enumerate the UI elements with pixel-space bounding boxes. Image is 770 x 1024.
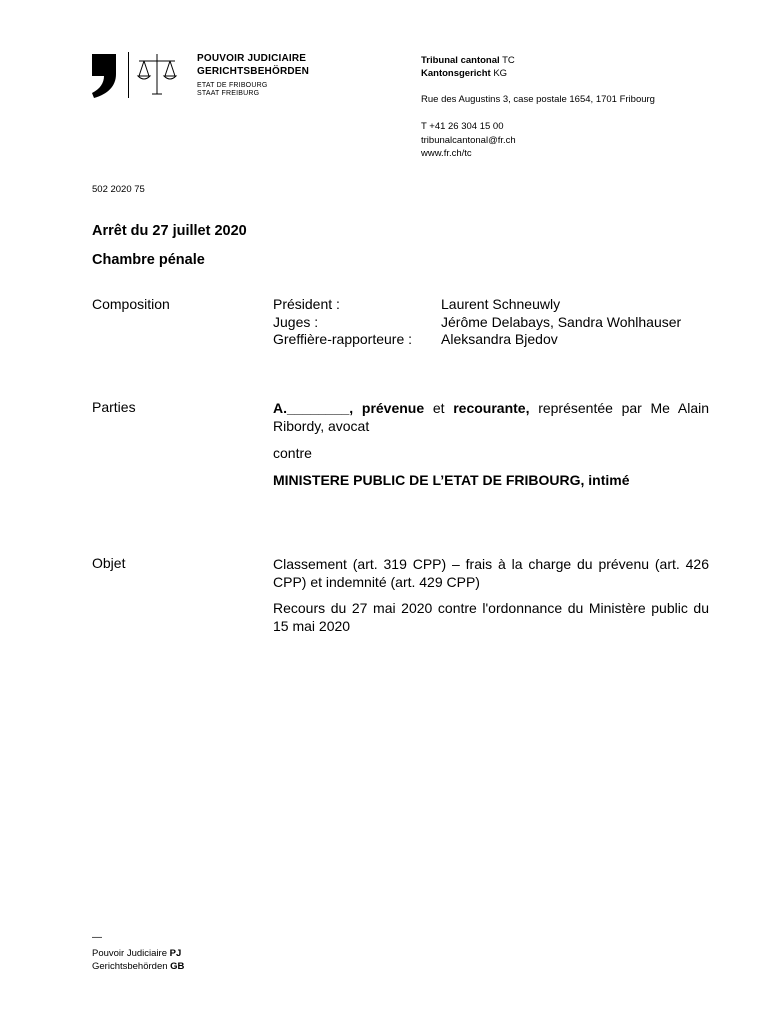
parties-label: Parties — [92, 399, 136, 415]
organization-name: POUVOIR JUDICIAIRE GERICHTSBEHÖRDEN — [197, 53, 310, 77]
objet-subject: Classement (art. 319 CPP) – frais à la charge du prévenu (art. 426 CPP) et indemnité (art. 429 CPP) — [273, 556, 709, 590]
logo-divider — [128, 52, 129, 98]
justice-scales-icon — [136, 52, 178, 98]
chamber-title: Chambre pénale — [92, 252, 205, 268]
court-name-block: Tribunal cantonal TC Kantonsgericht KG — [421, 55, 515, 79]
composition-names: Laurent Schneuwly Jérôme Delabays, Sandra Wohlhauser Aleksandra Bjedov — [441, 296, 682, 347]
objet-appeal: Recours du 27 mai 2020 contre l'ordonnance du Ministère public du 15 mai 2020 — [273, 600, 709, 634]
court-address: Rue des Augustins 3, case postale 1654, 1701 Fribourg — [421, 94, 655, 105]
versus-text: contre — [273, 445, 312, 461]
composition-label: Composition — [92, 296, 170, 312]
party-appellant: A.________, prévenue et recourante, représentée par Me Alain Ribordy, avocat — [273, 400, 710, 434]
fribourg-comma-logo-icon — [90, 52, 120, 98]
court-contact — [421, 120, 516, 161]
composition-roles: Président : Juges : Greffière-rapporteure : — [273, 296, 413, 347]
phone: T +41 26 304 15 00 — [421, 121, 504, 132]
state-name: ETAT DE FRIBOURG STAAT FREIBURG — [197, 82, 268, 97]
judgment-title: Arrêt du 27 juillet 2020 — [92, 223, 247, 239]
objet-label: Objet — [92, 555, 126, 571]
footer: Pouvoir Judiciaire PJ Gerichtsbehörden GB — [92, 948, 185, 972]
footer-dash: — — [92, 932, 102, 943]
case-reference: 502 2020 75 — [92, 184, 145, 195]
party-respondent: MINISTERE PUBLIC DE L’ETAT DE FRIBOURG, intimé — [273, 472, 630, 488]
website-link[interactable]: www.fr.ch/tc — [421, 148, 472, 159]
email-link[interactable]: tribunalcantonal@fr.ch — [421, 134, 516, 146]
